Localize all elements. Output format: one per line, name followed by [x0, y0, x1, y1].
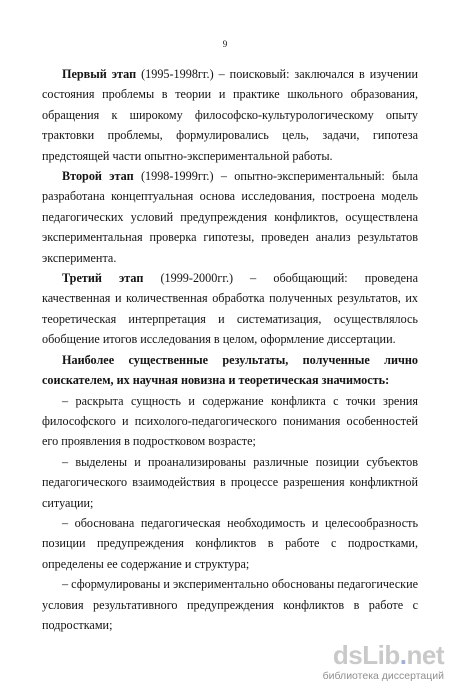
watermark	[322, 640, 450, 686]
stage-2-text: (1998-1999гг.) – опытно-экспериментальный: была разработана концептуальная основа исследования, построена модель педагогических условий предупреждения конфликтов, осуществлена экспериментальная проверка гипотезы, проведен анализ результатов эксперимента.	[42, 169, 418, 265]
results-heading-text: Наиболее существенные результаты, полученные лично соискателем, их научная новизна и теоретическая значимость:	[42, 352, 418, 388]
watermark-logo-tld: net	[406, 640, 444, 670]
watermark-logo-dot: .	[399, 640, 407, 670]
results-heading	[42, 350, 418, 391]
watermark-caption: библиотека диссертаций	[322, 670, 444, 682]
stage-1-title: Первый этап	[62, 67, 137, 81]
paragraph-stage-1	[42, 64, 418, 166]
paragraph-stage-3	[42, 268, 418, 350]
paragraph-stage-2	[42, 166, 418, 268]
list-item: – сформулированы и экспериментально обоснованы педагогические условия результативного предупреждения конфликтов в работе с подростками;	[42, 577, 419, 632]
stage-1-text: (1995-1998гг.) – поисковый: заключался в изучении состояния проблемы в теории и практике школьного образования, обращения к широкому философско-культурологическому опыту трактовки проблемы, формулировались цель, задачи, гипотеза предстоящей части опытно-экспериментальной работы.	[42, 67, 418, 163]
watermark-logo	[333, 640, 444, 671]
list-item: – выделены и проанализированы различные позиции субъектов педагогического взаимодействия в процессе разрешения конфликтной ситуации;	[42, 454, 418, 510]
watermark-logo-main: dsLib	[332, 640, 400, 670]
stage-2-title: Второй этап	[62, 169, 134, 184]
stage-3-text: (1999-2000гг.) – обобщающий: проведена качественная и количественная обработка полученных результатов, их теоретическая интерпретация и систематизация, осуществлялось обобщение итогов исследования в целом, оформление диссертации.	[42, 271, 418, 347]
page-number: 9	[222, 39, 228, 49]
list-item: – обоснована педагогическая необходимость и целесообразность позиции предупреждения конфликтов в работе с подростками, определены ее содержание и структура;	[42, 515, 418, 571]
document-body	[42, 64, 418, 635]
list-item: – раскрыта сущность и содержание конфликта с точки зрения философского и психолого-педагогического понимания особенностей его проявления в подростковом возрасте;	[42, 393, 418, 449]
stage-3-title: Третий этап	[62, 271, 144, 286]
